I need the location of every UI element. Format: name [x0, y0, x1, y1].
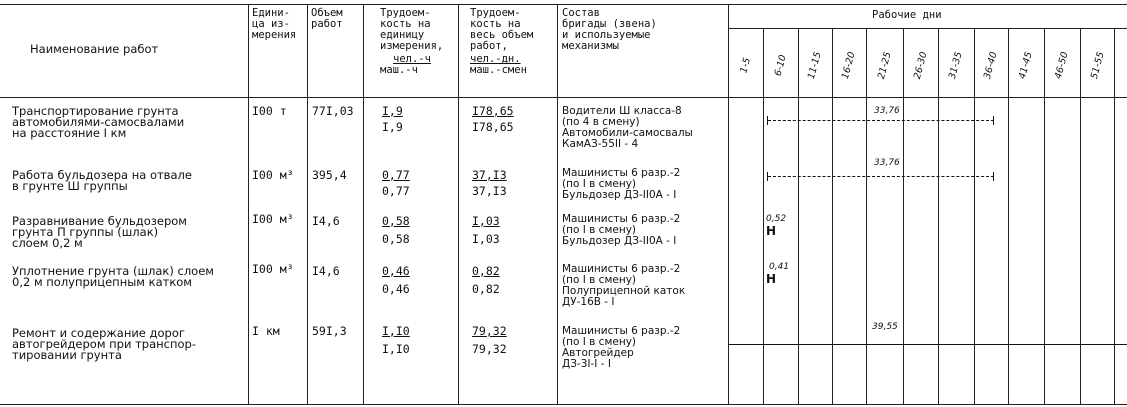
gantt-short-bar: H [766, 272, 777, 286]
day-range-label: 6-10 [772, 53, 790, 77]
row-labor-unit-num: 0,77 [382, 168, 410, 182]
row-labor-unit-num: I,I0 [382, 324, 410, 338]
row-labor-total-den: 79,32 [472, 342, 507, 356]
row-labor-total-num: I,03 [472, 214, 500, 228]
days-header-divider [728, 28, 1127, 29]
row-crew: Машинисты 6 разр.-2 (по I в смену) Бульдозер ДЗ-II0А - I [562, 167, 681, 201]
header-labor-total: Трудоем- кость на весь объем работ, [470, 7, 534, 52]
header-labor-unit-den: маш.-ч [380, 64, 418, 76]
row-work-name: Работа бульдозера на отвале в грунте Ш группы [12, 168, 192, 193]
day-range-label: 11-15 [806, 50, 824, 80]
gantt-bar [768, 176, 994, 177]
row-unit: I00 т [252, 104, 287, 118]
row-labor-unit-num: 0,58 [382, 214, 410, 228]
row-volume: 77I,03 [312, 104, 354, 118]
day-range-label: 41-45 [1017, 50, 1035, 80]
row-labor-total-num: I78,65 [472, 104, 514, 118]
day-col-divider [938, 28, 939, 404]
row-labor-unit-den: 0,77 [382, 184, 410, 198]
row-labor-total-den: 37,I3 [472, 184, 507, 198]
row-crew: Машинисты 6 разр.-2 (по I в смену) Автогрейдер ДЗ-3I-I - I [562, 325, 681, 370]
header-labor-unit: Трудоем- кость на единицу измерения, [380, 7, 444, 52]
row-unit: I км [252, 324, 280, 338]
row-labor-unit-den: 0,46 [382, 282, 410, 296]
table-top-border [0, 4, 1127, 5]
gantt-bar-end [993, 116, 994, 125]
day-col-divider [903, 28, 904, 404]
header-crew: Состав бригады (звена) и используемые механизмы [562, 7, 657, 52]
day-col-divider [1080, 28, 1081, 404]
row-labor-unit-den: I,9 [382, 120, 403, 134]
gantt-bar-label: 39,55 [872, 322, 898, 332]
row-labor-unit-den: I,I0 [382, 342, 410, 356]
header-labor-total-den: маш.-смен [470, 64, 527, 76]
row-volume: I4,6 [312, 214, 340, 228]
day-col-divider [798, 28, 799, 404]
day-col-divider [1044, 28, 1045, 404]
gantt-bar-end [993, 172, 994, 181]
header-days: Рабочие дни [872, 9, 942, 21]
col-divider [458, 4, 459, 404]
row-work-name: Ремонт и содержание дорог автогрейдером при транспор- тировании грунта [12, 326, 196, 362]
day-col-divider [1114, 28, 1115, 404]
gantt-bar-label: 33,76 [874, 158, 900, 168]
gantt-short-bar: H [766, 224, 777, 238]
row-labor-total-num: 0,82 [472, 264, 500, 278]
gantt-bar [728, 344, 1127, 345]
day-range-label: 31-35 [947, 50, 965, 80]
row-volume: 59I,3 [312, 324, 347, 338]
row-labor-total-den: I78,65 [472, 120, 514, 134]
day-col-divider [1008, 28, 1009, 404]
row-work-name: Разравнивание бульдозером грунта П группы (шлак) слоем 0,2 м [12, 214, 187, 250]
gantt-bar-label: 0,52 [766, 214, 787, 224]
row-unit: I00 м³ [252, 262, 294, 276]
gantt-bar [768, 120, 994, 121]
row-crew: Машинисты 6 разр.-2 (по I в смену) Бульдозер ДЗ-II0А - I [562, 213, 681, 247]
day-range-label: 36-40 [982, 50, 1000, 80]
day-range-label: 26-30 [912, 50, 930, 80]
col-divider [248, 4, 249, 404]
row-work-name: Уплотнение грунта (шлак) слоем 0,2 м полуприцепным катком [12, 264, 214, 289]
header-unit: Едини- ца из- мерения [252, 7, 297, 41]
day-range-label: 51-55 [1089, 50, 1107, 80]
header-name: Наименование работ [30, 42, 159, 56]
col-divider [307, 4, 308, 404]
day-col-divider [832, 28, 833, 404]
row-labor-unit-num: 0,46 [382, 264, 410, 278]
day-range-label: 46-50 [1053, 50, 1071, 80]
row-unit: I00 м³ [252, 168, 294, 182]
gantt-bar-label: 33,76 [874, 106, 900, 116]
header-volume: Объем работ [311, 7, 343, 30]
row-unit: I00 м³ [252, 212, 294, 226]
day-col-divider [974, 28, 975, 404]
header-bottom-border [0, 97, 1127, 98]
header-labor-total-num: чел.-дн. [470, 53, 521, 65]
day-range-label: 21-25 [876, 50, 894, 80]
row-labor-total-den: 0,82 [472, 282, 500, 296]
day-range-label: 16-20 [840, 50, 858, 80]
table-bottom-border [0, 404, 1127, 405]
col-divider [557, 4, 558, 404]
row-labor-total-den: I,03 [472, 232, 500, 246]
row-labor-unit-den: 0,58 [382, 232, 410, 246]
day-range-label: 1-5 [738, 56, 754, 74]
row-crew: Водители Ш класса-8 (по 4 в смену) Автомобили-самосвалы КамАЗ-55II - 4 [562, 105, 693, 150]
header-labor-unit-num: чел.-ч [393, 53, 431, 65]
row-labor-total-num: 79,32 [472, 324, 507, 338]
row-labor-unit-num: I,9 [382, 104, 403, 118]
row-volume: 395,4 [312, 168, 347, 182]
day-col-divider [763, 28, 764, 404]
gantt-bar-label: 0,41 [769, 262, 790, 272]
row-work-name: Транспортирование грунта автомобилями-самосвалами на расстояние I км [12, 104, 185, 140]
day-col-divider [866, 28, 867, 404]
col-divider [363, 4, 364, 404]
row-labor-total-num: 37,I3 [472, 168, 507, 182]
row-volume: I4,6 [312, 264, 340, 278]
row-crew: Машинисты 6 разр.-2 (по I в смену) Полуприцепной каток ДУ-16В - I [562, 263, 686, 308]
